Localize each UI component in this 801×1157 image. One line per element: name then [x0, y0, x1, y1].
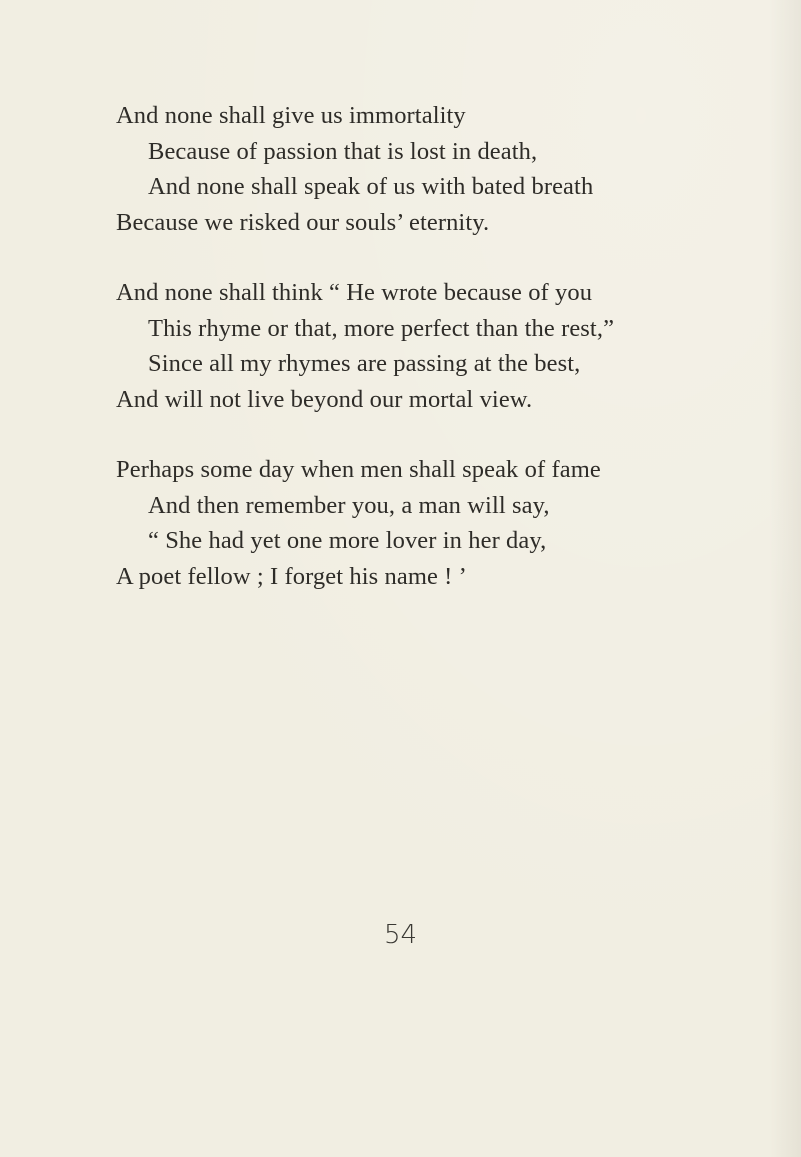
poem-line: And none shall speak of us with bated breath — [148, 173, 594, 200]
stanza-3 — [116, 452, 776, 594]
poem-line: Because of passion that is lost in death, — [148, 137, 538, 165]
poem-line: Perhaps some day when men shall speak of fame — [116, 456, 601, 483]
poem-line: And then remember you, a man will say, — [148, 491, 550, 519]
stanza-1 — [116, 98, 776, 240]
stanza-2 — [116, 275, 776, 417]
poem-line: “ She had yet one more lover in her day, — [148, 527, 547, 554]
poem-line: Because we risked our souls’ eternity. — [116, 208, 490, 236]
poem — [116, 98, 776, 629]
poem-line: And none shall think “ He wrote because of you — [116, 279, 593, 306]
poem-line: Since all my rhymes are passing at the best, — [148, 350, 581, 377]
page-number: 54 — [383, 920, 418, 950]
poem-line: And will not live beyond our mortal view. — [116, 385, 533, 413]
poem-line: A poet fellow ; I forget his name ! ’ — [116, 562, 467, 590]
poem-line: And none shall give us immortality — [116, 102, 466, 129]
poem-line: This rhyme or that, more perfect than the rest,” — [148, 314, 615, 342]
